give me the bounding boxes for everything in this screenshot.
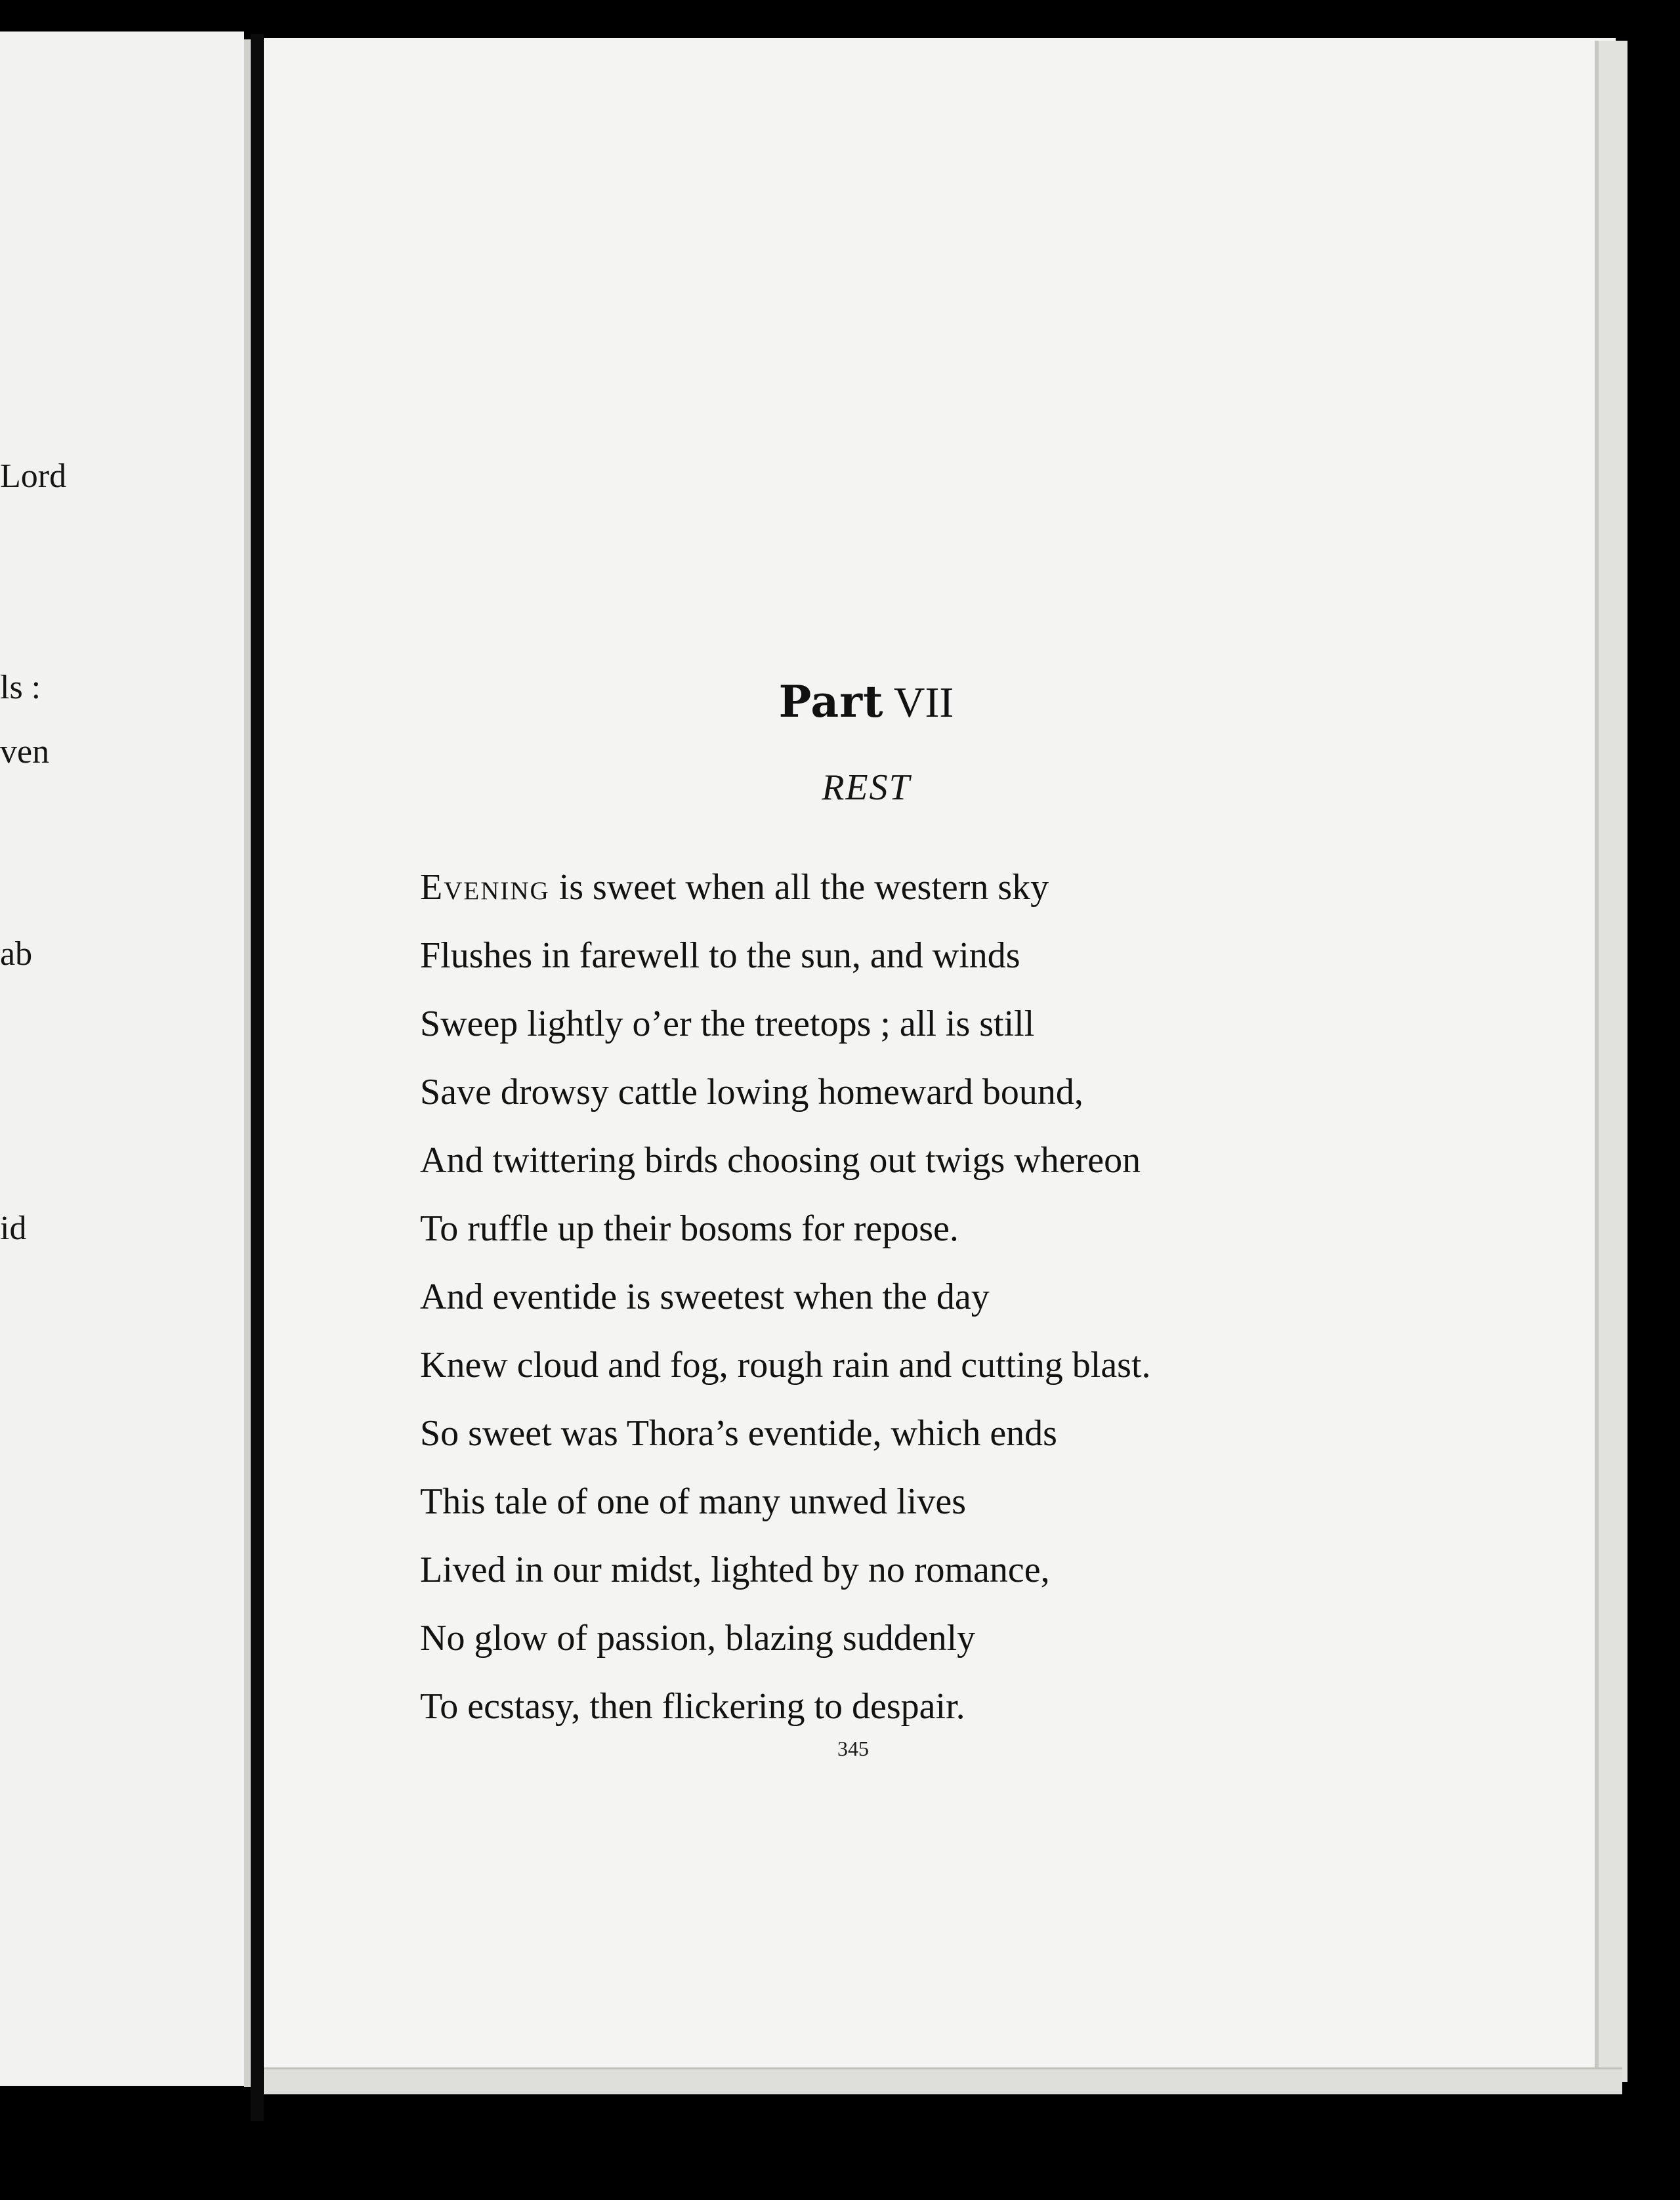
left-page-fragment: ven bbox=[0, 733, 50, 771]
poem-line: So sweet was Thora’s eventide, which ends bbox=[420, 1413, 1057, 1454]
poem-first-line-text: is sweet when all the western sky bbox=[549, 867, 1049, 908]
book-gutter bbox=[251, 34, 264, 2121]
gutter-shadow bbox=[244, 39, 251, 2087]
page-edge bbox=[1595, 41, 1628, 2082]
left-page-fragment: ls : bbox=[0, 669, 41, 706]
poem-line: Save drowsy cattle lowing homeward bound, bbox=[420, 1072, 1083, 1112]
part-heading bbox=[774, 676, 958, 728]
poem-line: This tale of one of many unwed lives bbox=[420, 1481, 967, 1522]
page-bottom-edge bbox=[264, 2067, 1622, 2094]
page-number: 345 bbox=[837, 1737, 869, 1760]
left-page bbox=[0, 32, 244, 2086]
section-title: REST bbox=[822, 767, 911, 808]
left-page-fragment: Lord bbox=[0, 457, 67, 495]
poem-line bbox=[420, 853, 1286, 921]
left-page-fragment: id bbox=[0, 1210, 27, 1247]
poem-first-word: Evening bbox=[420, 867, 550, 908]
poem-line: Flushes in farewell to the sun, and winds bbox=[420, 935, 1020, 976]
poem-line: To ruffle up their bosoms for repose. bbox=[420, 1208, 959, 1249]
part-word: Part bbox=[778, 676, 884, 727]
left-page-fragment: ab bbox=[0, 935, 33, 973]
poem-line: And twittering birds choosing out twigs whereon bbox=[420, 1140, 1141, 1181]
poem-line: Sweep lightly o’er the treetops ; all is still bbox=[420, 1004, 1035, 1044]
poem-body bbox=[420, 853, 1286, 1741]
poem-line: And eventide is sweetest when the day bbox=[420, 1277, 990, 1317]
poem-line: Knew cloud and fog, rough rain and cutting blast. bbox=[420, 1345, 1151, 1386]
poem-line: To ecstasy, then flickering to despair. bbox=[420, 1686, 965, 1727]
poem-line: Lived in our midst, lighted by no romance, bbox=[420, 1550, 1050, 1590]
poem-line: No glow of passion, blazing suddenly bbox=[420, 1618, 976, 1659]
part-number: VII bbox=[893, 679, 954, 727]
